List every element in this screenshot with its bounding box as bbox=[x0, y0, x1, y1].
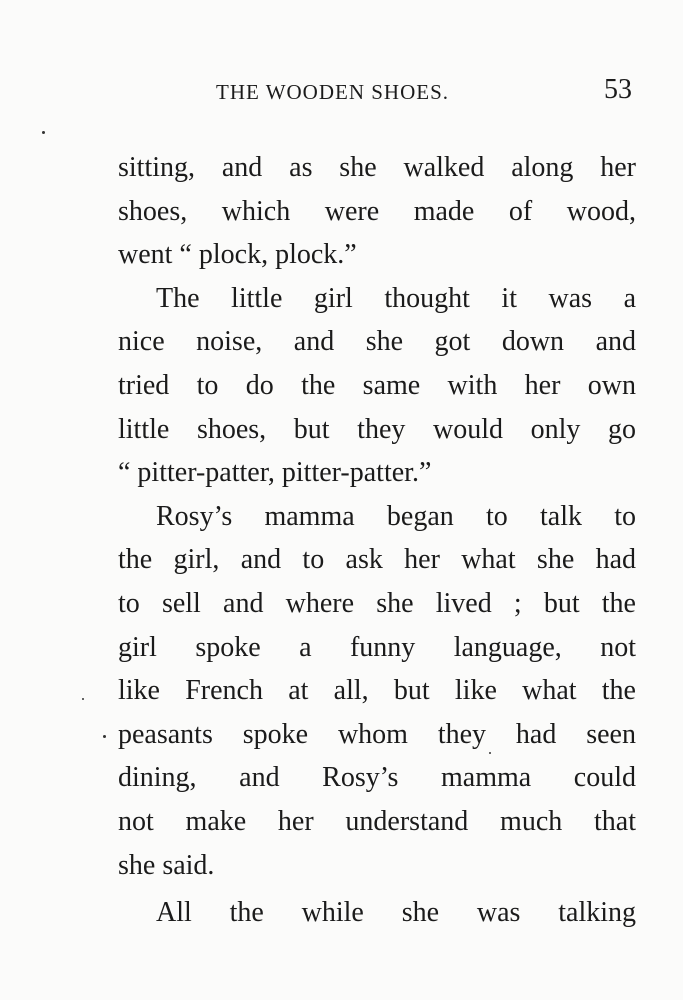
text-line-8: “ pitter-patter, pitter-patter.” bbox=[118, 457, 432, 489]
text-line-18: All the while she was talking bbox=[156, 897, 636, 929]
text-line-4: The little girl thought it was a bbox=[156, 282, 636, 314]
paper-speck bbox=[42, 131, 45, 134]
paper-speck bbox=[82, 698, 84, 700]
text-line-11: to sell and where she lived ; but the bbox=[118, 587, 636, 619]
text-line-3: went “ plock, plock.” bbox=[118, 239, 357, 271]
body-text bbox=[118, 146, 636, 935]
text-line-13: like French at all, but like what the bbox=[118, 675, 636, 707]
running-title: THE WOODEN SHOES. bbox=[216, 80, 450, 104]
text-line-14: peasants spoke whom they had seen bbox=[118, 718, 636, 750]
text-line-9: Rosy’s mamma began to talk to bbox=[156, 500, 636, 532]
text-line-7: little shoes, but they would only go bbox=[118, 413, 636, 445]
text-line-2: shoes, which were made of wood, bbox=[118, 195, 636, 227]
text-line-10: the girl, and to ask her what she had bbox=[118, 544, 636, 576]
text-line-6: tried to do the same with her own bbox=[118, 369, 636, 401]
text-line-17: she said. bbox=[118, 849, 215, 881]
text-line-5: nice noise, and she got down and bbox=[118, 326, 636, 358]
paper-speck bbox=[103, 735, 106, 738]
text-line-1: sitting, and as she walked along her bbox=[118, 152, 636, 183]
text-line-12: girl spoke a funny language, not bbox=[118, 631, 636, 663]
running-head bbox=[118, 74, 636, 114]
paper-speck bbox=[489, 752, 491, 754]
text-line-16: not make her understand much that bbox=[118, 805, 636, 837]
page-number: 53 bbox=[604, 74, 632, 105]
text-line-15: dining, and Rosy’s mamma could bbox=[118, 762, 636, 794]
